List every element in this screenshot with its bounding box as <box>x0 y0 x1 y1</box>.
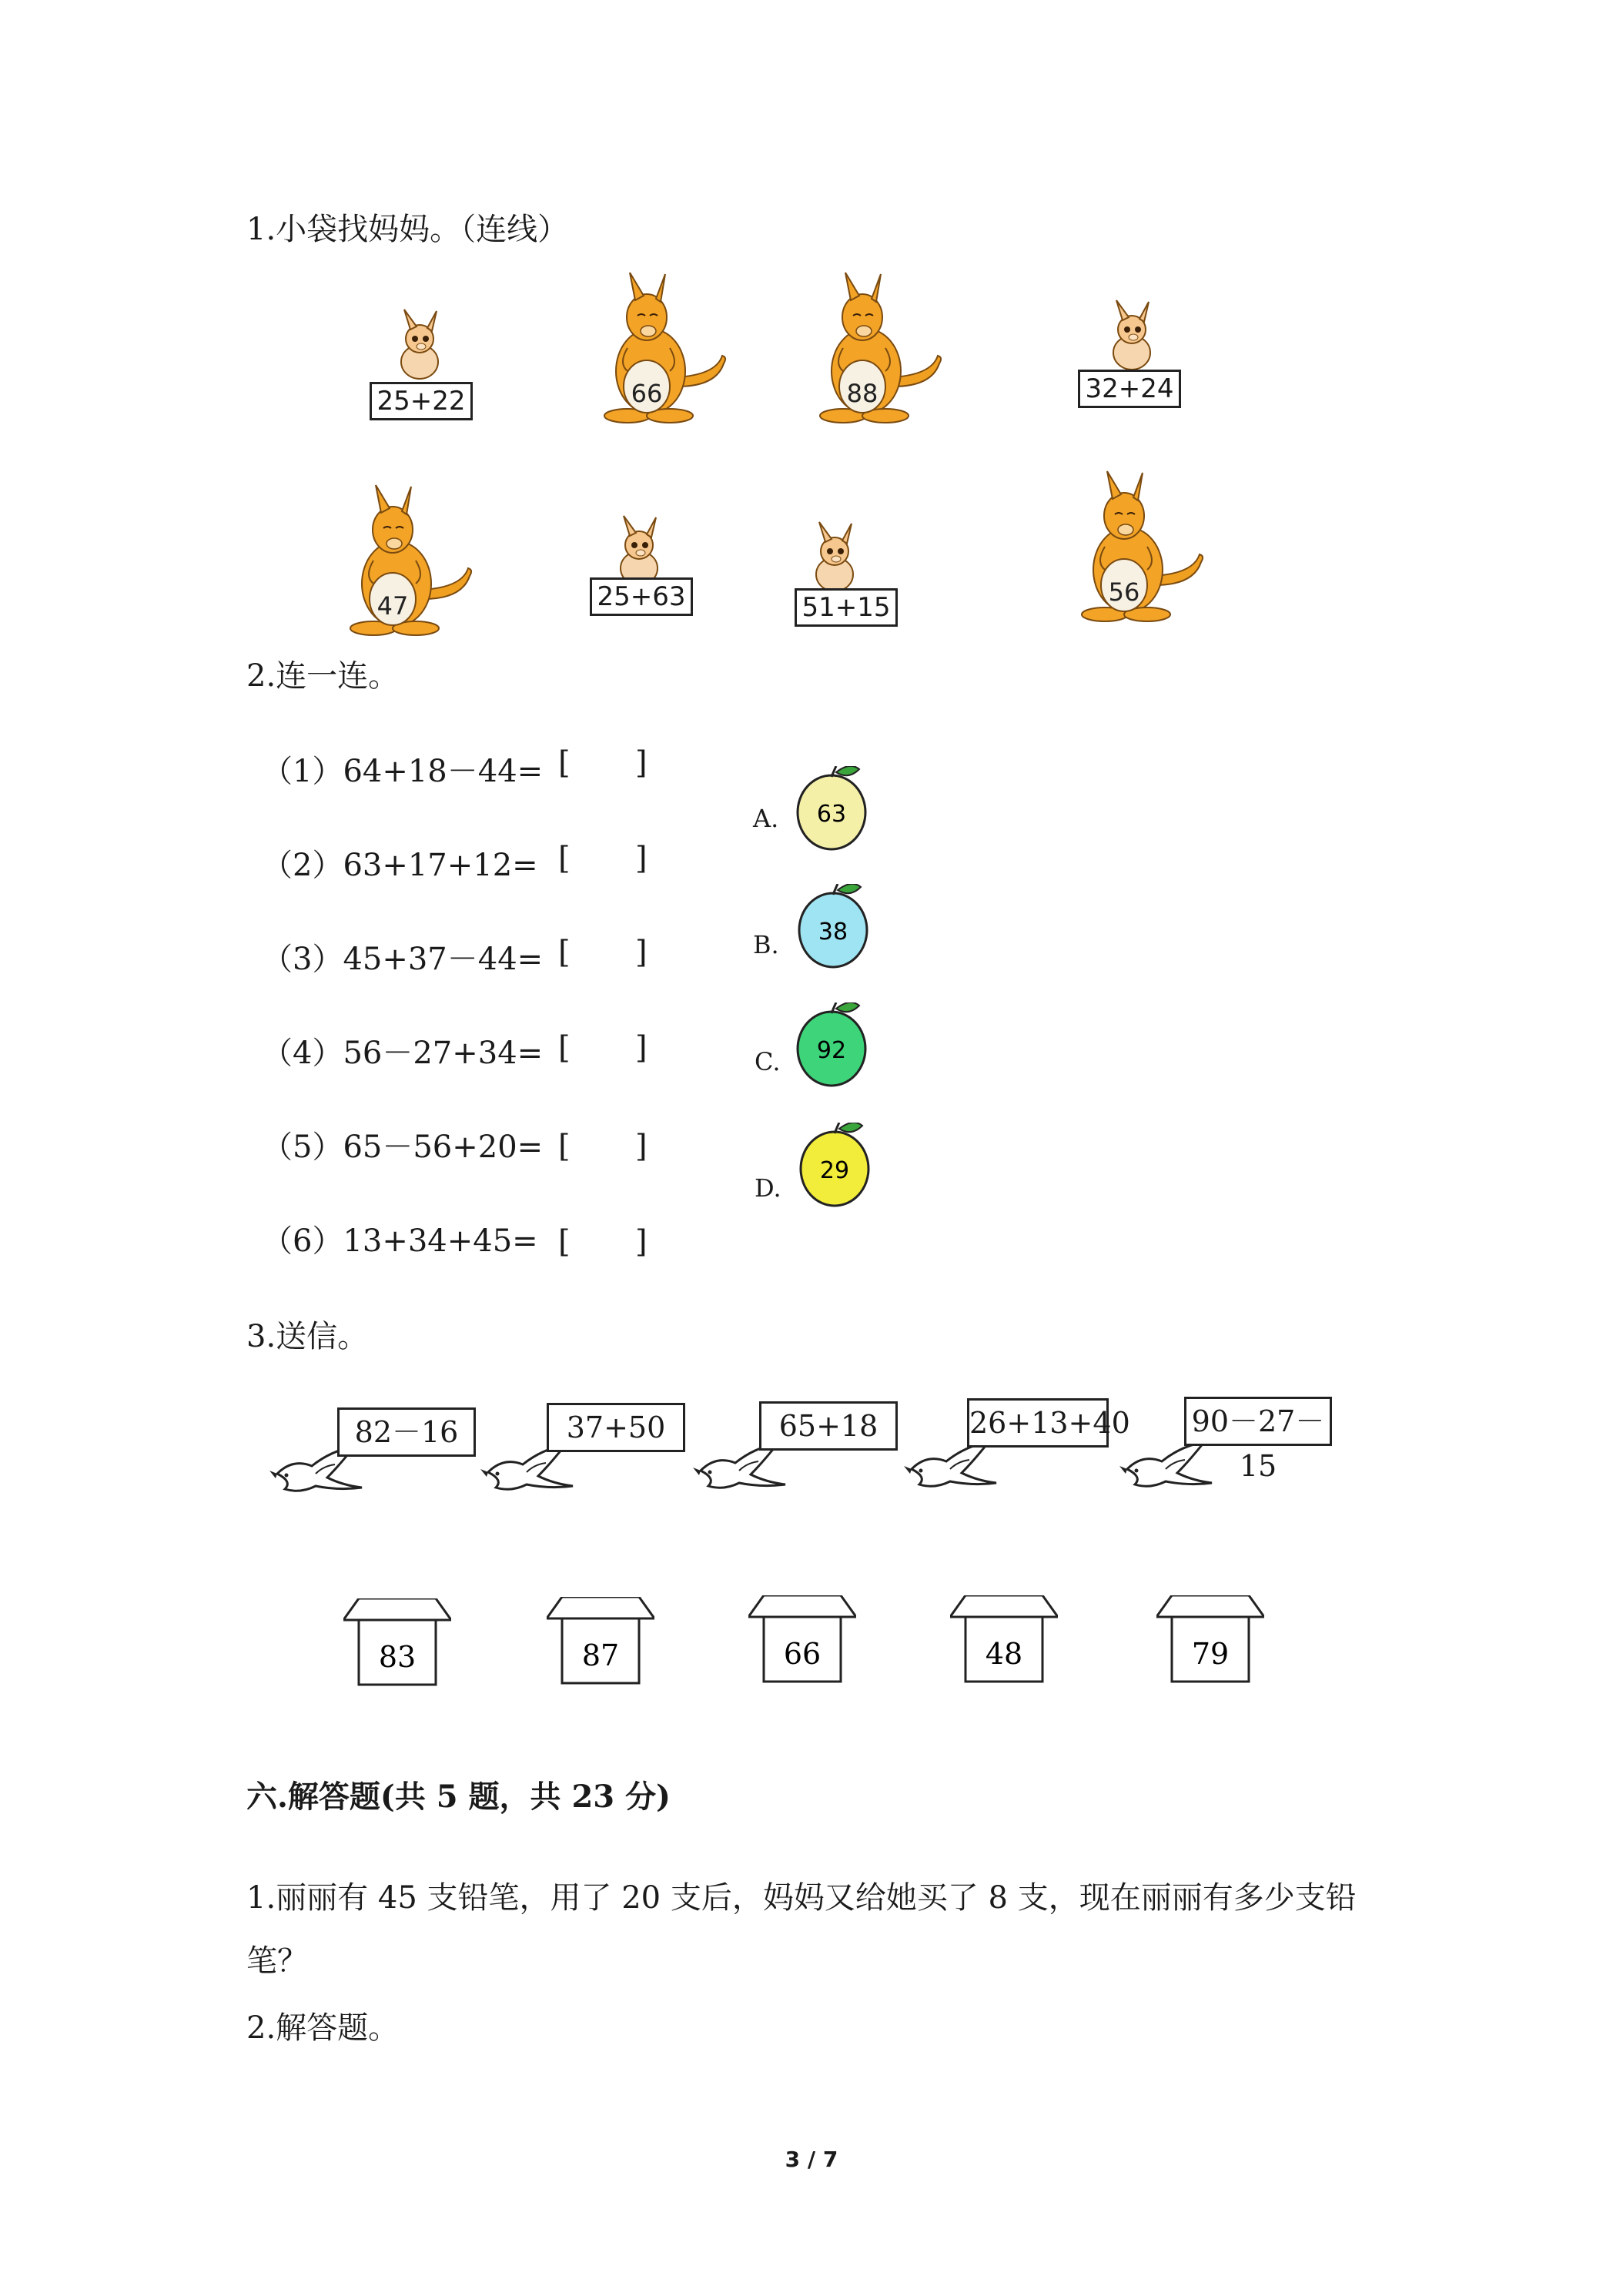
house[interactable] <box>343 1598 451 1687</box>
equation: （4）56－27+34= <box>262 1036 544 1071</box>
option-label: D. <box>755 1173 781 1203</box>
equation: （5）65－56+20= <box>262 1130 544 1165</box>
q2-title: 2.连一连。 <box>246 658 400 694</box>
svg-text:79: 79 <box>1191 1637 1230 1671</box>
answer-bracket[interactable]: [ ] <box>558 1030 648 1066</box>
mother-kangaroo[interactable] <box>801 271 947 433</box>
bird-letter[interactable] <box>1119 1392 1343 1492</box>
pouch-number: 88 <box>846 379 878 408</box>
svg-text:66: 66 <box>783 1637 822 1671</box>
equation: （1）64+18－44= <box>262 754 544 789</box>
pouch-number: 66 <box>631 379 663 408</box>
letter-expression: 82－16 <box>337 1407 476 1457</box>
house[interactable] <box>748 1595 856 1684</box>
baby-kangaroo[interactable] <box>354 308 493 423</box>
page-number: 3 / 7 <box>785 2147 838 2172</box>
option-label: A. <box>753 804 779 833</box>
q3-title: 3.送信。 <box>246 1319 369 1354</box>
equation: （3）45+37－44= <box>262 942 544 977</box>
house-icon <box>547 1597 654 1685</box>
bird-icon <box>1119 1438 1220 1492</box>
svg-text:92: 92 <box>816 1037 847 1064</box>
baby-sum-label: 51+15 <box>795 588 898 627</box>
answer-bracket[interactable]: [ ] <box>558 841 648 876</box>
apple-icon <box>793 766 870 855</box>
letter-expression: 37+50 <box>547 1403 685 1452</box>
pouch-number: 56 <box>1108 577 1140 607</box>
baby-kangaroo-icon <box>389 308 466 385</box>
house-icon <box>343 1598 451 1687</box>
problem-1: 1.丽丽有 45 支铅笔，用了 20 支后，妈妈又给她买了 8 支，现在丽丽有多少支铅笔？ <box>246 1880 1357 1979</box>
baby-kangaroo[interactable] <box>1078 299 1216 414</box>
apple-option[interactable] <box>793 1002 870 1091</box>
mother-kangaroo[interactable] <box>585 271 731 433</box>
bird-letter[interactable] <box>269 1403 477 1503</box>
house-icon <box>950 1595 1058 1684</box>
house-icon <box>748 1595 856 1684</box>
baby-sum-label: 32+24 <box>1078 370 1181 408</box>
mother-kangaroo[interactable] <box>331 484 477 645</box>
letter-expression: 26+13+40 <box>967 1398 1109 1448</box>
answer-bracket[interactable]: [ ] <box>558 1129 648 1164</box>
baby-sum-label: 25+22 <box>370 382 473 420</box>
apple-icon <box>793 1002 870 1091</box>
house[interactable] <box>1156 1595 1264 1684</box>
baby-kangaroo[interactable] <box>577 514 716 630</box>
apple-option[interactable] <box>793 766 870 855</box>
letter-expression: 90－27－15 <box>1184 1397 1332 1446</box>
svg-text:87: 87 <box>581 1638 620 1672</box>
svg-text:48: 48 <box>985 1637 1023 1671</box>
option-label: C. <box>755 1047 781 1076</box>
baby-kangaroo[interactable] <box>793 520 932 636</box>
baby-kangaroo-icon <box>1101 299 1178 376</box>
svg-text:38: 38 <box>818 919 848 946</box>
pouch-number: 47 <box>376 591 409 621</box>
mother-kangaroo[interactable] <box>1062 470 1209 631</box>
q1-title: 1.小袋找妈妈。（连线） <box>246 212 569 247</box>
equation: （6）13+34+45= <box>262 1223 538 1259</box>
bird-letter[interactable] <box>693 1397 901 1497</box>
answer-bracket[interactable]: [ ] <box>558 935 648 970</box>
option-label: B. <box>753 930 779 959</box>
apple-option[interactable] <box>795 884 872 972</box>
section-heading: 六.解答题(共 5 题，共 23 分) <box>246 1779 671 1815</box>
baby-sum-label: 25+63 <box>590 577 693 616</box>
bird-letter[interactable] <box>904 1394 1130 1494</box>
letter-expression: 65+18 <box>759 1401 898 1451</box>
answer-bracket[interactable]: [ ] <box>558 1224 648 1260</box>
answer-bracket[interactable]: [ ] <box>558 745 648 781</box>
baby-kangaroo-icon <box>804 520 881 597</box>
apple-option[interactable] <box>796 1123 873 1211</box>
svg-text:83: 83 <box>378 1640 417 1674</box>
apple-icon <box>796 1123 873 1211</box>
apple-icon <box>795 884 872 972</box>
equation: （2）63+17+12= <box>262 848 538 883</box>
bird-letter[interactable] <box>480 1398 688 1498</box>
svg-text:63: 63 <box>816 801 847 828</box>
svg-text:29: 29 <box>819 1157 850 1184</box>
problem-2: 2.解答题。 <box>246 2010 400 2046</box>
house[interactable] <box>950 1595 1058 1684</box>
house-icon <box>1156 1595 1264 1684</box>
house[interactable] <box>547 1597 654 1685</box>
